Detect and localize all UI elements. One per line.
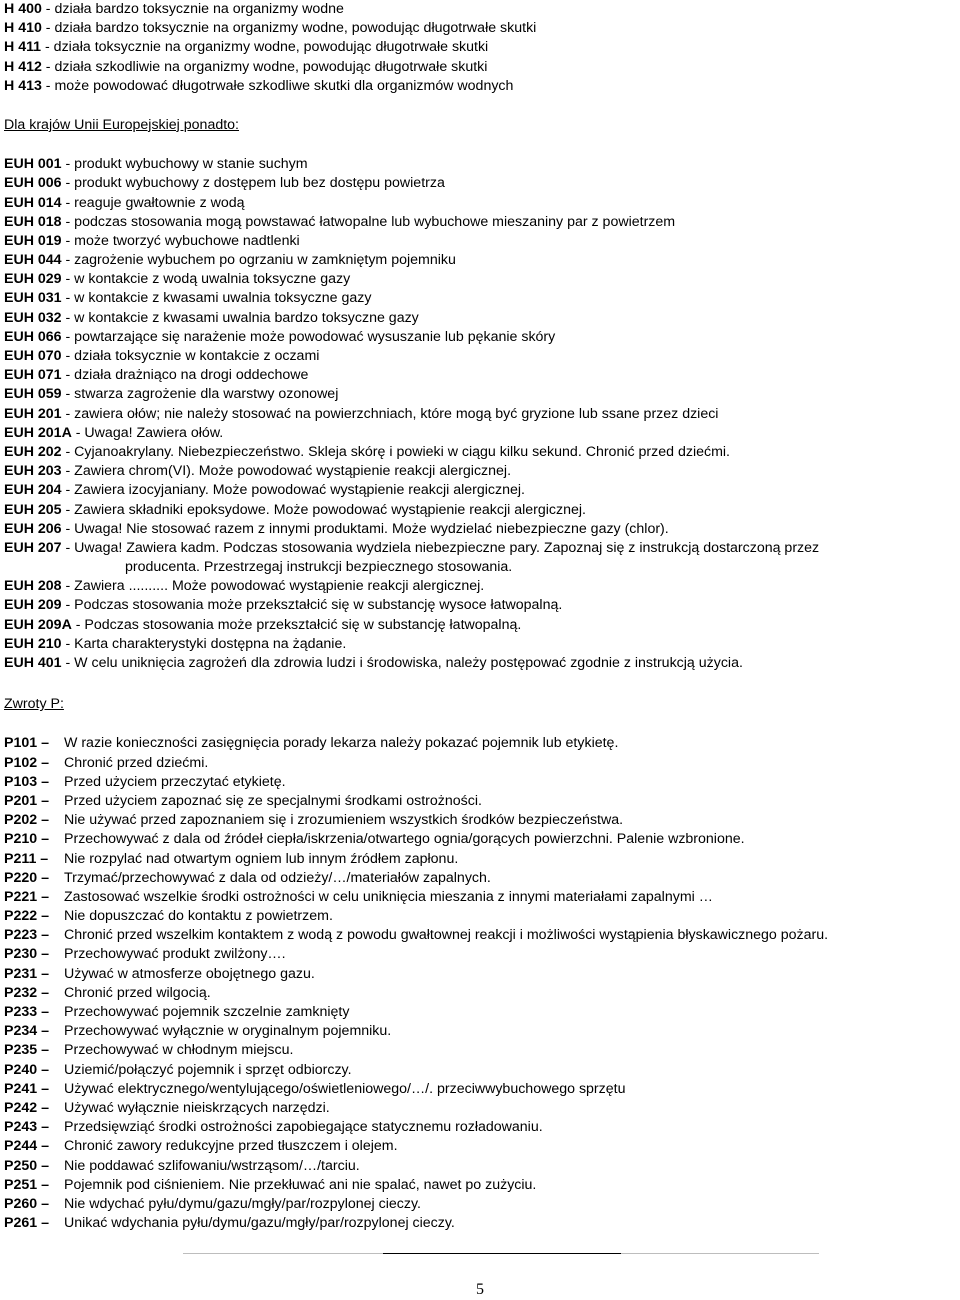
statement-text: - podczas stosowania mogą powstawać łatwopalne lub wybuchowe mieszaniny par z powietrzem [61,213,676,230]
p-statement-item [4,945,958,964]
statement-code: EUH 066 [4,328,62,345]
p-statement-item [4,1195,958,1214]
p-statement-item [4,1157,958,1176]
p-statement-item [4,830,958,849]
statement-text: Przechowywać produkt zwilżony…. [64,946,286,963]
statement-text: Przechowywać wyłącznie w oryginalnym pojemniku. [64,1023,392,1040]
euh_statements-item [4,309,958,328]
statement-code: EUH 209A [4,616,72,633]
statement-code: EUH 031 [4,290,62,307]
statement-code: P201 – [4,792,49,809]
euh_statements-item [4,405,958,424]
statement-code: P241 – [4,1080,49,1097]
statement-text: - może powodować długotrwałe szkodliwe skutki dla organizmów wodnych [41,77,514,94]
statement-code: P222 – [4,908,49,925]
statement-text: Nie wdychać pyłu/dymu/gazu/mgły/par/rozpylonej cieczy. [64,1195,421,1212]
statement-code: P221 – [4,888,49,905]
statement-code: P251 – [4,1176,49,1193]
statement-text: - Zawiera .......... Może powodować wystąpienie reakcji alergicznej. [61,578,485,595]
p-statement-item [4,792,958,811]
statement-code: EUH 032 [4,309,62,326]
statement-text: - produkt wybuchowy z dostępem lub bez dostępu powietrza [61,175,445,192]
statement-code: P102 – [4,754,49,771]
statement-text: Przechowywać pojemnik szczelnie zamknięty [64,1004,350,1020]
statement-code: EUH 201A [4,424,72,441]
p-statement-item [4,984,958,1003]
statement-code: H 412 [4,58,42,75]
statement-code: P243 – [4,1119,49,1136]
statement-text: - działa bardzo toksycznie na organizmy wodne [41,1,344,17]
statement-code: P103 – [4,773,49,790]
statement-code: P211 – [4,850,49,867]
p-statement-item [4,907,958,926]
statement-text: Przechowywać w chłodnym miejscu. [64,1042,294,1059]
euh_statements-item [4,366,958,385]
statement-text: Nie poddawać szlifowaniu/wstrząsom/…/tarciu. [64,1157,360,1174]
statement-text: - w kontakcie z wodą uwalnia toksyczne gazy [61,271,351,288]
statement-text: - Cyjanoakrylany. Niebezpieczeństwo. Skleja skórę i powieki w ciągu kilku sekund. Chronić przed dziećmi. [61,443,730,460]
h_statements-item [4,38,958,57]
p-statement-item [4,1099,958,1118]
statement-text: - Podczas stosowania może przekształcić się w substancję wysoce łatwopalną. [61,597,563,614]
euh_statements-item [4,328,958,347]
euh_statements-item [4,194,958,213]
statement-code: EUH 201 [4,405,62,422]
statement-text: Chronić przed wszelkim kontaktem z wodą z powodu gwałtownej reakcji i możliwości wystąpienia błyskawicznego pożaru. [64,927,829,944]
statement-text: - Uwaga! Zawiera ołów. [71,424,224,441]
p-statement-item [4,926,958,945]
statement-continuation: producenta. Przestrzegaj instrukcji bezpiecznego stosowania. [125,559,513,576]
statement-text: - reaguje gwałtownie z wodą [61,194,245,211]
statement-text: - Zawiera chrom(VI). Może powodować wystąpienie reakcji alergicznej. [61,463,512,480]
statement-code: P210 – [4,831,49,848]
statement-code: P220 – [4,869,49,886]
h_statements-item [4,77,958,96]
statement-text: Nie dopuszczać do kontaktu z powietrzem. [64,908,333,925]
statement-text: - powtarzające się narażenie może powodować wysuszanie lub pękanie skóry [61,328,556,345]
statement-code: EUH 203 [4,463,62,480]
p-statement-item [4,965,958,984]
statement-code: EUH 059 [4,386,62,403]
p-statements-list [4,734,958,1233]
p-statement-item [4,869,958,888]
statement-code: P202 – [4,812,49,829]
p-statement-item [4,754,958,773]
statement-code: EUH 401 [4,655,62,671]
euh_statements-item [4,174,958,193]
statement-code: EUH 209 [4,597,62,614]
p-statement-item [4,1137,958,1156]
statement-code: EUH 207 [4,539,62,556]
euh-statements-list [4,155,958,673]
statement-text: W razie konieczności zasięgnięcia porady lekarza należy pokazać pojemnik lub etykietę. [64,735,619,752]
euh_statements-item [4,270,958,289]
statement-text: - działa bardzo toksycznie na organizmy wodne, powodując długotrwałe skutki [41,20,537,37]
euh_statements-item [4,251,958,270]
p-statement-item [4,1061,958,1080]
statement-code: H 400 [4,1,42,17]
p-statement-item [4,811,958,830]
statement-code: EUH 070 [4,348,62,364]
euh_statements-item [4,385,958,404]
statement-code: P260 – [4,1195,49,1212]
statement-text: Chronić przed wilgocią. [64,984,211,1001]
p-statement-item [4,1041,958,1060]
statement-text: - może tworzyć wybuchowe nadtlenki [61,232,300,249]
euh_statements-item [4,596,958,615]
statement-text: - Uwaga! Nie stosować razem z innymi produktami. Może wydzielać niebezpieczne gazy (chlor). [61,520,669,537]
p-statement-item [4,1003,958,1022]
statement-code: EUH 071 [4,367,62,384]
statement-text: - stwarza zagrożenie dla warstwy ozonowej [61,386,339,403]
statement-code: EUH 006 [4,175,62,192]
p-statement-item [4,734,958,753]
statement-code: P232 – [4,984,49,1001]
statement-text: - działa toksycznie w kontakcie z oczami [61,348,320,364]
statement-code: EUH 202 [4,443,62,460]
statement-text: - Podczas stosowania może przekształcić się w substancję łatwopalną. [71,616,522,633]
euh_statements-item [4,481,958,500]
h_statements-item [4,19,958,38]
h_statements-item [4,0,958,19]
p-statement-item [4,773,958,792]
statement-text: Chronić przed dziećmi. [64,754,209,771]
statement-text: Unikać wdychania pyłu/dymu/gazu/mgły/par/rozpylonej cieczy. [64,1215,455,1232]
statement-text: Przechowywać z dala od źródeł ciepła/iskrzenia/otwartego ognia/gorących powierzchni. Palenie wzbronione. [64,831,745,848]
statement-code: P233 – [4,1004,49,1020]
statement-code: P242 – [4,1099,49,1116]
statement-text: - działa toksycznie na organizmy wodne, powodując długotrwałe skutki [41,39,489,56]
statement-code: P231 – [4,965,49,982]
statement-code: EUH 014 [4,194,62,211]
euh_statements-item [4,424,958,443]
euh_statements-item [4,443,958,462]
statement-code: P230 – [4,946,49,963]
statement-text: - Karta charakterystyki dostępna na żądanie. [61,635,347,652]
statement-text: Nie używać przed zapoznaniem się i zrozumieniem wszystkich środków bezpieczeństwa. [64,812,624,829]
footer-rule-accent [383,1253,621,1254]
euh_statements-item [4,635,958,654]
euh_statements-item [4,347,958,366]
statement-code: EUH 019 [4,232,62,249]
p-statement-item [4,1176,958,1195]
euh_statements-item [4,520,958,539]
statement-text: Używać wyłącznie nieiskrzących narzędzi. [64,1099,330,1116]
statement-text: - w kontakcie z kwasami uwalnia toksyczne gazy [61,290,372,307]
statement-code: EUH 029 [4,271,62,288]
p-statement-item [4,1080,958,1099]
euh_statements-item [4,654,958,673]
statement-text: Zastosować wszelkie środki ostrożności w celu uniknięcia mieszania z innymi materiałami zapalnymi … [64,888,713,905]
statement-code: EUH 018 [4,213,62,230]
euh_statements-item [4,462,958,481]
statement-code: P235 – [4,1042,49,1059]
statement-text: Używać elektrycznego/wentylującego/oświetleniowego/…/. przeciwwybuchowego sprzętu [64,1080,626,1097]
euh_statements-item [4,501,958,520]
statement-text: - produkt wybuchowy w stanie suchym [61,156,308,173]
statement-code: H 413 [4,77,42,94]
document-page [4,0,958,1233]
statement-code: P223 – [4,927,49,944]
h-statements-list [4,0,958,96]
statement-code: P234 – [4,1023,49,1040]
statement-text: Używać w atmosferze obojętnego gazu. [64,965,315,982]
page-number: 5 [476,1281,484,1298]
statement-text: - Zawiera składniki epoksydowe. Może powodować wystąpienie reakcji alergicznej. [61,501,586,518]
euh_statements-item [4,616,958,635]
statement-text: Przedsięwziąć środki ostrożności zapobiegające statycznemu rozładowaniu. [64,1119,543,1136]
euh_statements-item [4,155,958,174]
p-statement-item [4,888,958,907]
statement-code: EUH 210 [4,635,62,652]
p-statement-item [4,850,958,869]
statement-code: EUH 001 [4,156,62,173]
euh_statements-item [4,289,958,308]
statement-text: - Zawiera izocyjaniany. Może powodować wystąpienie reakcji alergicznej. [61,482,525,499]
statement-text: Pojemnik pod ciśnieniem. Nie przekłuwać ani nie spalać, nawet po zużyciu. [64,1176,537,1193]
p-statement-item [4,1214,958,1233]
statement-text: Uziemić/połączyć pojemnik i sprzęt odbiorczy. [64,1061,352,1078]
p-statement-item [4,1022,958,1041]
statement-text: - zawiera ołów; nie należy stosować na powierzchniach, które mogą być gryzione lub ssane przez dzieci [61,405,719,422]
statement-code: EUH 208 [4,578,62,595]
h_statements-item [4,58,958,77]
statement-text: Trzymać/przechowywać z dala od odzieży/…/materiałów zapalnych. [64,869,491,886]
statement-text: - w kontakcie z kwasami uwalnia bardzo toksyczne gazy [61,309,419,326]
statement-code: P250 – [4,1157,49,1174]
statement-text: - działa szkodliwie na organizmy wodne, powodując długotrwałe skutki [41,58,488,75]
statement-text: - Uwaga! Zawiera kadm. Podczas stosowania wydziela niebezpieczne pary. Zapoznaj się z instrukcją dostarczoną przez [61,539,820,556]
statement-code: P261 – [4,1215,49,1232]
euh_statements-item [4,213,958,232]
statement-code: EUH 205 [4,501,62,518]
statement-code: H 410 [4,20,42,37]
statement-text: Nie rozpylać nad otwartym ogniem lub innym źródłem zapłonu. [64,850,459,867]
eu-heading: Dla krajów Unii Europejskiej ponadto: [4,116,240,133]
euh_statements-item [4,539,958,558]
statement-code: P101 – [4,735,49,752]
statement-text: Przed użyciem przeczytać etykietę. [64,773,286,790]
statement-text: - W celu uniknięcia zagrożeń dla zdrowia ludzi i środowiska, należy postępować zgodnie z instrukcją użycia. [61,655,743,671]
statement-code: EUH 044 [4,252,62,269]
statement-code: P240 – [4,1061,49,1078]
euh_statements-item [4,577,958,596]
p-heading: Zwroty P: [4,696,64,713]
statement-text: - działa drażniąco na drogi oddechowe [61,367,309,384]
statement-text: Chronić zawory redukcyjne przed tłuszczem i olejem. [64,1138,398,1155]
statement-code: EUH 204 [4,482,62,499]
p-statement-item [4,1118,958,1137]
statement-text: Przed użyciem zapoznać się ze specjalnymi środkami ostrożności. [64,792,482,809]
euh_statements-item [4,232,958,251]
statement-code: H 411 [4,39,42,56]
statement-code: EUH 206 [4,520,62,537]
statement-code: P244 – [4,1138,49,1155]
statement-text: - zagrożenie wybuchem po ogrzaniu w zamkniętym pojemniku [61,252,456,269]
